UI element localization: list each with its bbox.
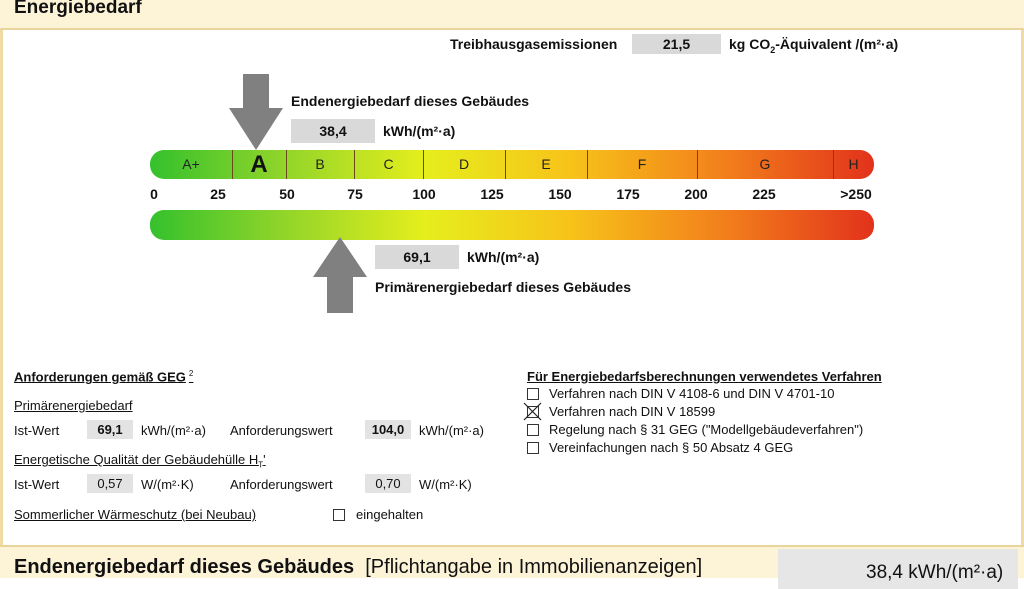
emissions-label: Treibhausgasemissionen <box>450 36 618 52</box>
footer-title: Endenergiebedarf dieses Gebäudes [Pflichtangabe in Immobilienanzeigen] <box>14 556 703 578</box>
class-d: D <box>458 156 470 172</box>
requirements-title: Anforderungen gemäß GEG $^2$ <box>14 369 194 385</box>
scale-tick: 50 <box>279 186 295 202</box>
ist-label: Ist-Wert <box>14 423 60 438</box>
ist-unit: kWh/(m²·a) <box>141 423 206 438</box>
checked-x-icon <box>522 401 543 422</box>
methods-title: Für Energiebedarfsberechnungen verwendetes Verfahren <box>527 369 882 384</box>
scale-tick: 175 <box>616 186 640 202</box>
class-c: C <box>383 156 394 172</box>
scale-tick: 25 <box>210 186 226 202</box>
end-energy-title: Endenergiebedarf dieses Gebäudes <box>291 93 530 109</box>
anforderung-unit-2: W/(m²·K) <box>419 477 472 492</box>
summer-protection-label: Sommerlicher Wärmeschutz (bei Neubau) <box>14 507 257 522</box>
method-label-3: Regelung nach § 31 GEG ("Modellgebäudeverfahren") <box>549 422 864 437</box>
class-a-plus: A+ <box>182 156 200 172</box>
energy-class-scale <box>150 150 874 179</box>
class-f: F <box>637 156 647 172</box>
envelope-quality-heading: Energetische Qualität der Gebäudehülle $H_T'$ <box>14 452 266 470</box>
class-g: G <box>759 156 771 172</box>
method-label-4: Vereinfachungen nach § 50 Absatz 4 GEG <box>549 440 794 455</box>
class-h: H <box>848 156 859 172</box>
end-energy-arrow-icon <box>229 74 283 150</box>
class-b: B <box>315 156 325 172</box>
primary-energy-unit: kWh/(m²·a) <box>467 249 540 265</box>
class-a: A <box>250 151 268 178</box>
scale-tick: 75 <box>347 186 363 202</box>
method-checkbox-4[interactable] <box>527 442 539 454</box>
scale-tick: 150 <box>548 186 572 202</box>
section-title: Energiebedarf <box>14 0 142 18</box>
primary-requirement-heading: Primärenergiebedarf <box>14 398 133 413</box>
emissions-value: 21,5 <box>632 34 721 54</box>
end-energy-value: 38,4 <box>291 119 375 143</box>
footer-value-box <box>778 549 1018 589</box>
scale-tick: 225 <box>752 186 776 202</box>
primary-energy-scale <box>150 210 874 240</box>
ist-value-2: 0,57 <box>87 474 133 493</box>
scale-tick: 0 <box>150 186 158 202</box>
footer-value: 38,4 kWh/(m²·a) <box>866 562 1004 583</box>
ist-unit-2: W/(m²·K) <box>141 477 194 492</box>
primary-energy-value: 69,1 <box>375 245 459 269</box>
summer-checkbox[interactable] <box>333 509 345 521</box>
anforderung-unit: kWh/(m²·a) <box>419 423 484 438</box>
method-checkbox-1[interactable] <box>527 388 539 400</box>
scale-tick: >250 <box>840 186 872 202</box>
primary-energy-title: Primärenergiebedarf dieses Gebäudes <box>375 279 631 295</box>
scale-tick: 200 <box>684 186 708 202</box>
emissions-unit: kg $CO_2$-Äquivalent /(m²·a) <box>729 36 899 55</box>
section-header <box>0 0 1024 30</box>
class-e: E <box>541 156 551 172</box>
anforderung-label-2: Anforderungswert <box>230 477 333 492</box>
anforderung-label: Anforderungswert <box>230 423 333 438</box>
ist-label-2: Ist-Wert <box>14 477 60 492</box>
primary-energy-arrow-icon <box>313 237 367 313</box>
method-checkbox-3[interactable] <box>527 424 539 436</box>
scale-tick: 125 <box>480 186 504 202</box>
ist-value: 69,1 <box>87 420 133 439</box>
scale-tick: 100 <box>412 186 436 202</box>
end-energy-unit: kWh/(m²·a) <box>383 123 456 139</box>
summer-check-label: eingehalten <box>356 507 424 522</box>
anforderung-value: 104,0 <box>365 420 411 439</box>
anforderung-value-2: 0,70 <box>365 474 411 493</box>
method-label-1: Verfahren nach DIN V 4108-6 und DIN V 4701-10 <box>549 386 835 401</box>
method-label-2: Verfahren nach DIN V 18599 <box>549 404 716 419</box>
